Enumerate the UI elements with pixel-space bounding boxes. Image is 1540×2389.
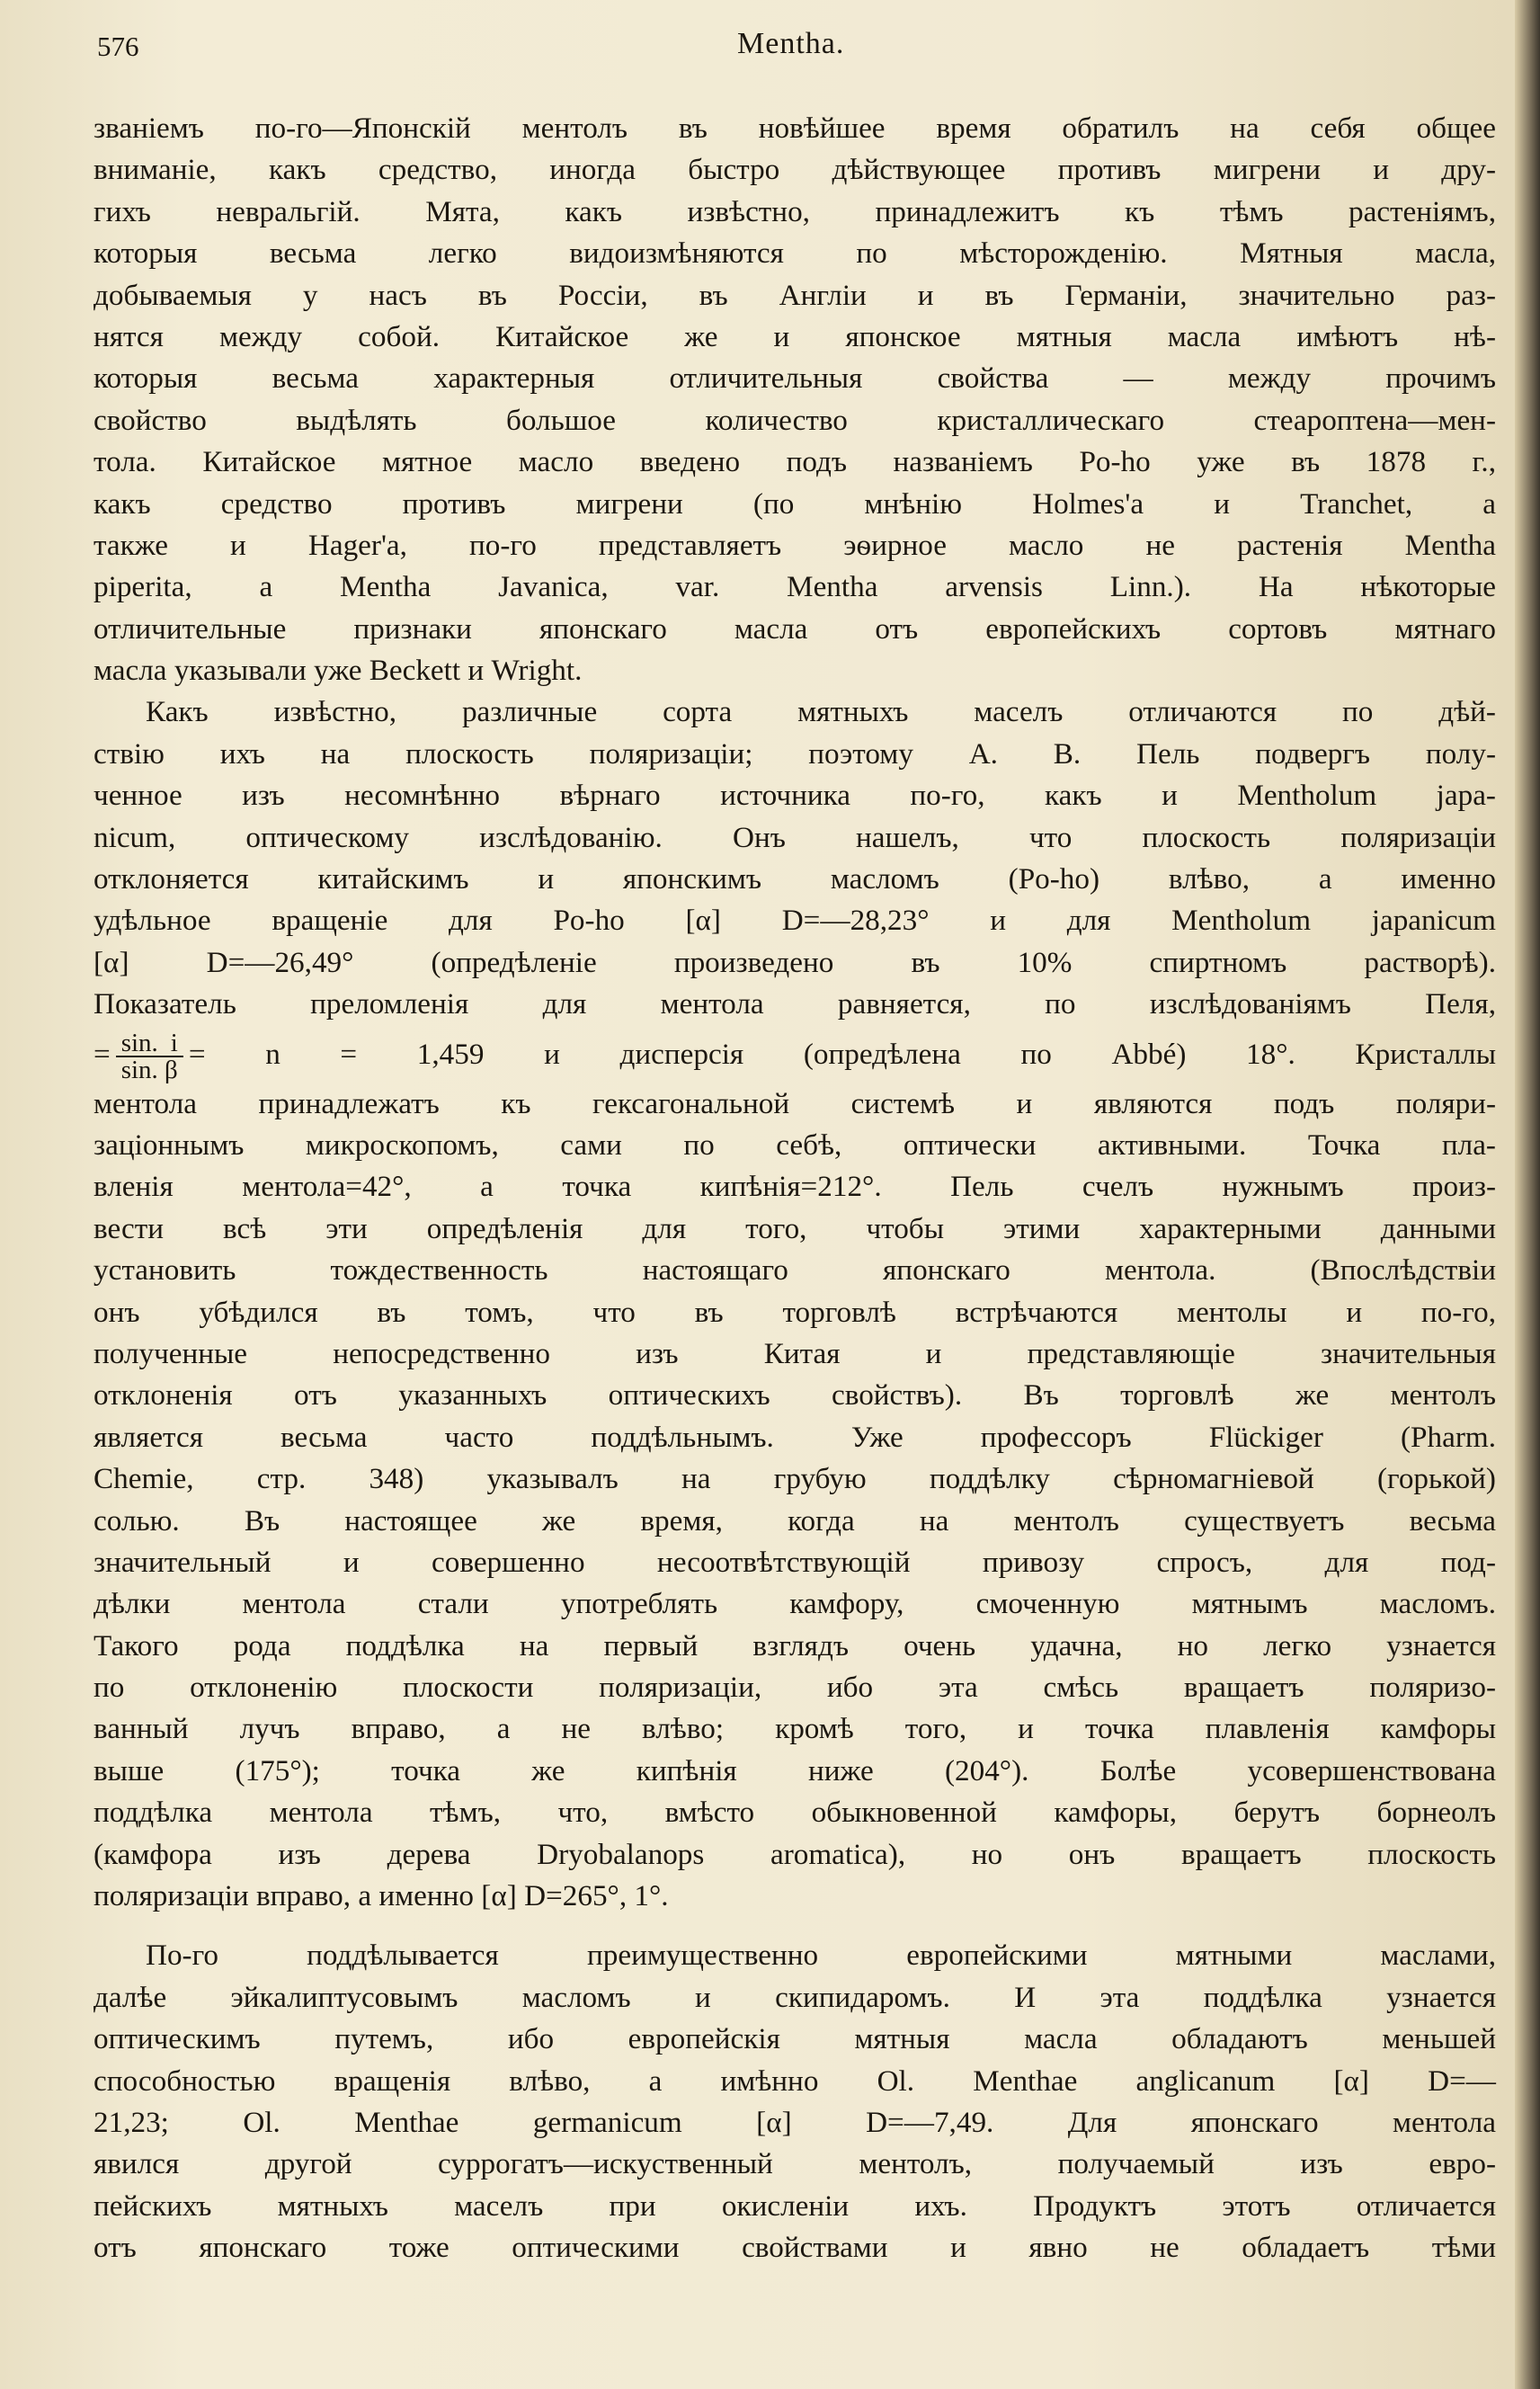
text-line: вниманіе, какъ средство, иногда быстро дѣйствующее противъ мигрени и дру- <box>93 153 1496 187</box>
text-line: также и Hager'а, по-го представляетъ эѳирное масло не растенія Mentha <box>93 528 1496 562</box>
text-line: ченное изъ несомнѣнно вѣрнаго источника по-го, какъ и Mentholum japa- <box>93 779 1496 813</box>
text-line: способностью вращенія влѣво, а имѣнно Ol. Menthae anglicanum [α] D=— <box>93 2064 1496 2098</box>
paragraph-3 <box>93 1935 1496 2269</box>
text-line: по отклоненію плоскости поляризаціи, ибо эта смѣсь вращаетъ поляризо- <box>93 1671 1496 1705</box>
text-line: ванный лучъ вправо, а не влѣво; кромѣ того, и точка плавленія камфоры <box>93 1712 1496 1746</box>
text-line: Показатель преломленія для ментола равняется, по изслѣдованіямъ Пеля, <box>93 987 1496 1021</box>
text-line: отклоняется китайскимъ и японскимъ масломъ (Po-ho) влѣво, а именно <box>93 862 1496 896</box>
text-line: ментола принадлежатъ къ гексагональной системѣ и являются подъ поляри- <box>93 1086 1496 1120</box>
text-line: отличительные признаки японскаго масла отъ европейскихъ сортовъ мятнаго <box>93 611 1496 646</box>
text-line: далѣе эйкалиптусовымъ масломъ и скипидаромъ. И эта поддѣлка узнается <box>93 1980 1496 2014</box>
text-line: заціоннымъ микроскопомъ, сами по себѣ, оптически активными. Точка пла- <box>93 1128 1496 1162</box>
text-line: отклоненія отъ указанныхъ оптическихъ свойствъ). Въ торговлѣ же ментолъ <box>93 1378 1496 1413</box>
text-line: [α] D=—26,49° (опредѣленіе произведено въ 10% спиртномъ растворѣ). <box>93 945 1496 979</box>
text-line: нятся между собой. Китайское же и японское мятныя масла имѣютъ нѣ- <box>93 319 1496 353</box>
text-line: онъ убѣдился въ томъ, что въ торговлѣ встрѣчаются ментолы и по-го, <box>93 1295 1496 1329</box>
paragraph-2 <box>93 691 1496 1917</box>
page-number: 576 <box>97 31 139 62</box>
text-line: установить тождественность настоящаго японскаго ментола. (Впослѣдствіи <box>93 1253 1496 1288</box>
text-line: поддѣлка ментола тѣмъ, что, вмѣсто обыкновенной камфоры, берутъ борнеолъ <box>93 1796 1496 1830</box>
formula-rest: = n = 1,459 и дисперсія (опредѣлена по Abbé) 18°. Кристаллы <box>188 1037 1496 1071</box>
body-text <box>93 108 1496 2269</box>
text-line: отъ японскаго тоже оптическими свойствами и явно не обладаетъ тѣми <box>93 2231 1496 2265</box>
text-line: оптическимъ путемъ, ибо европейскія мятныя масла обладаютъ меньшей <box>93 2022 1496 2056</box>
text-line: которыя весьма характерныя отличительныя свойства — между прочимъ <box>93 361 1496 396</box>
text-line: удѣльное вращеніе для Po-ho [α] D=—28,23° и для Mentholum japanicum <box>93 904 1496 938</box>
text-line: (камфора изъ дерева Dryobalanops aromatica), но онъ вращаетъ плоскость <box>93 1837 1496 1871</box>
text-line: которыя весьма легко видоизмѣняются по мѣсторожденію. Мятныя масла, <box>93 236 1496 271</box>
text-line: какъ средство противъ мигрени (по мнѣнію Holmes'а и Tranchet, а <box>93 486 1496 521</box>
text-line: ствію ихъ на плоскость поляризаціи; поэтому А. В. Пель подвергъ полу- <box>93 736 1496 771</box>
page-edge-shadow <box>1515 0 1540 2389</box>
formula-numerator: sin. i <box>116 1030 183 1057</box>
running-head: Mentha. <box>737 27 845 60</box>
text-line: явился другой суррогатъ—искуственный ментолъ, получаемый изъ евро- <box>93 2147 1496 2181</box>
text-line: По-го поддѣлывается преимущественно европейскими мятными маслами, <box>146 1939 1496 1973</box>
formula-denominator: sin. β <box>120 1055 178 1084</box>
text-line: свойство выдѣлять большое количество кристаллическаго стеароптена—мен- <box>93 403 1496 437</box>
text-line: полученные непосредственно изъ Китая и представляющіе значительныя <box>93 1336 1496 1370</box>
text-line: добываемыя у насъ въ Россіи, въ Англіи и въ Германіи, значительно раз- <box>93 278 1496 312</box>
paragraph-1 <box>93 108 1496 691</box>
text-line: солью. Въ настоящее же время, когда на ментолъ существуетъ весьма <box>93 1503 1496 1538</box>
formula-line <box>93 1026 1496 1083</box>
text-line: nicum, оптическому изслѣдованію. Онъ нашелъ, что плоскость поляризаціи <box>93 820 1496 854</box>
text-line: Chemie, стр. 348) указывалъ на грубую поддѣлку сѣрномагніевой (горькой) <box>93 1462 1496 1496</box>
text-line: вленія ментола=42°, а точка кипѣнія=212°. Пель счелъ нужнымъ произ- <box>93 1170 1496 1204</box>
text-line: тола. Китайское мятное масло введено подъ названіемъ Po-ho уже въ 1878 г., <box>93 445 1496 479</box>
text-line: масла указывали уже Beckett и Wright. <box>93 654 583 688</box>
formula-prefix: = <box>93 1037 111 1071</box>
text-line: гихъ невральгій. Мята, какъ извѣстно, принадлежитъ къ тѣмъ растеніямъ, <box>93 194 1496 228</box>
text-line: является весьма часто поддѣльнымъ. Уже профессоръ Flückiger (Pharm. <box>93 1420 1496 1454</box>
text-line: piperita, a Mentha Javanica, var. Mentha arvensis Linn.). На нѣкоторые <box>93 570 1496 604</box>
text-line: вести всѣ эти опредѣленія для того, чтобы этими характерными данными <box>93 1211 1496 1245</box>
text-line: 21,23; Ol. Menthae germanicum [α] D=—7,49. Для японскаго ментола <box>93 2105 1496 2139</box>
text-line: званіемъ по-го—Японскій ментолъ въ новѣйшее время обратилъ на себя общее <box>93 111 1496 145</box>
text-line: поляризаціи вправо, а именно [α] D=265°, 1°. <box>93 1879 669 1913</box>
formula-fraction <box>116 1030 183 1083</box>
text-line: пейскихъ мятныхъ маселъ при окисленіи ихъ. Продуктъ этотъ отличается <box>93 2188 1496 2223</box>
text-line: значительный и совершенно несоотвѣтствующій привозу спросъ, для под- <box>93 1545 1496 1579</box>
text-line: Такого рода поддѣлка на первый взглядъ очень удачна, но легко узнается <box>93 1628 1496 1662</box>
text-line: выше (175°); точка же кипѣнія ниже (204°). Болѣе усовершенствована <box>93 1753 1496 1787</box>
text-line: Какъ извѣстно, различные сорта мятныхъ маселъ отличаются по дѣй- <box>146 695 1496 729</box>
text-line: дѣлки ментола стали употреблять камфору, смоченную мятнымъ масломъ. <box>93 1587 1496 1621</box>
